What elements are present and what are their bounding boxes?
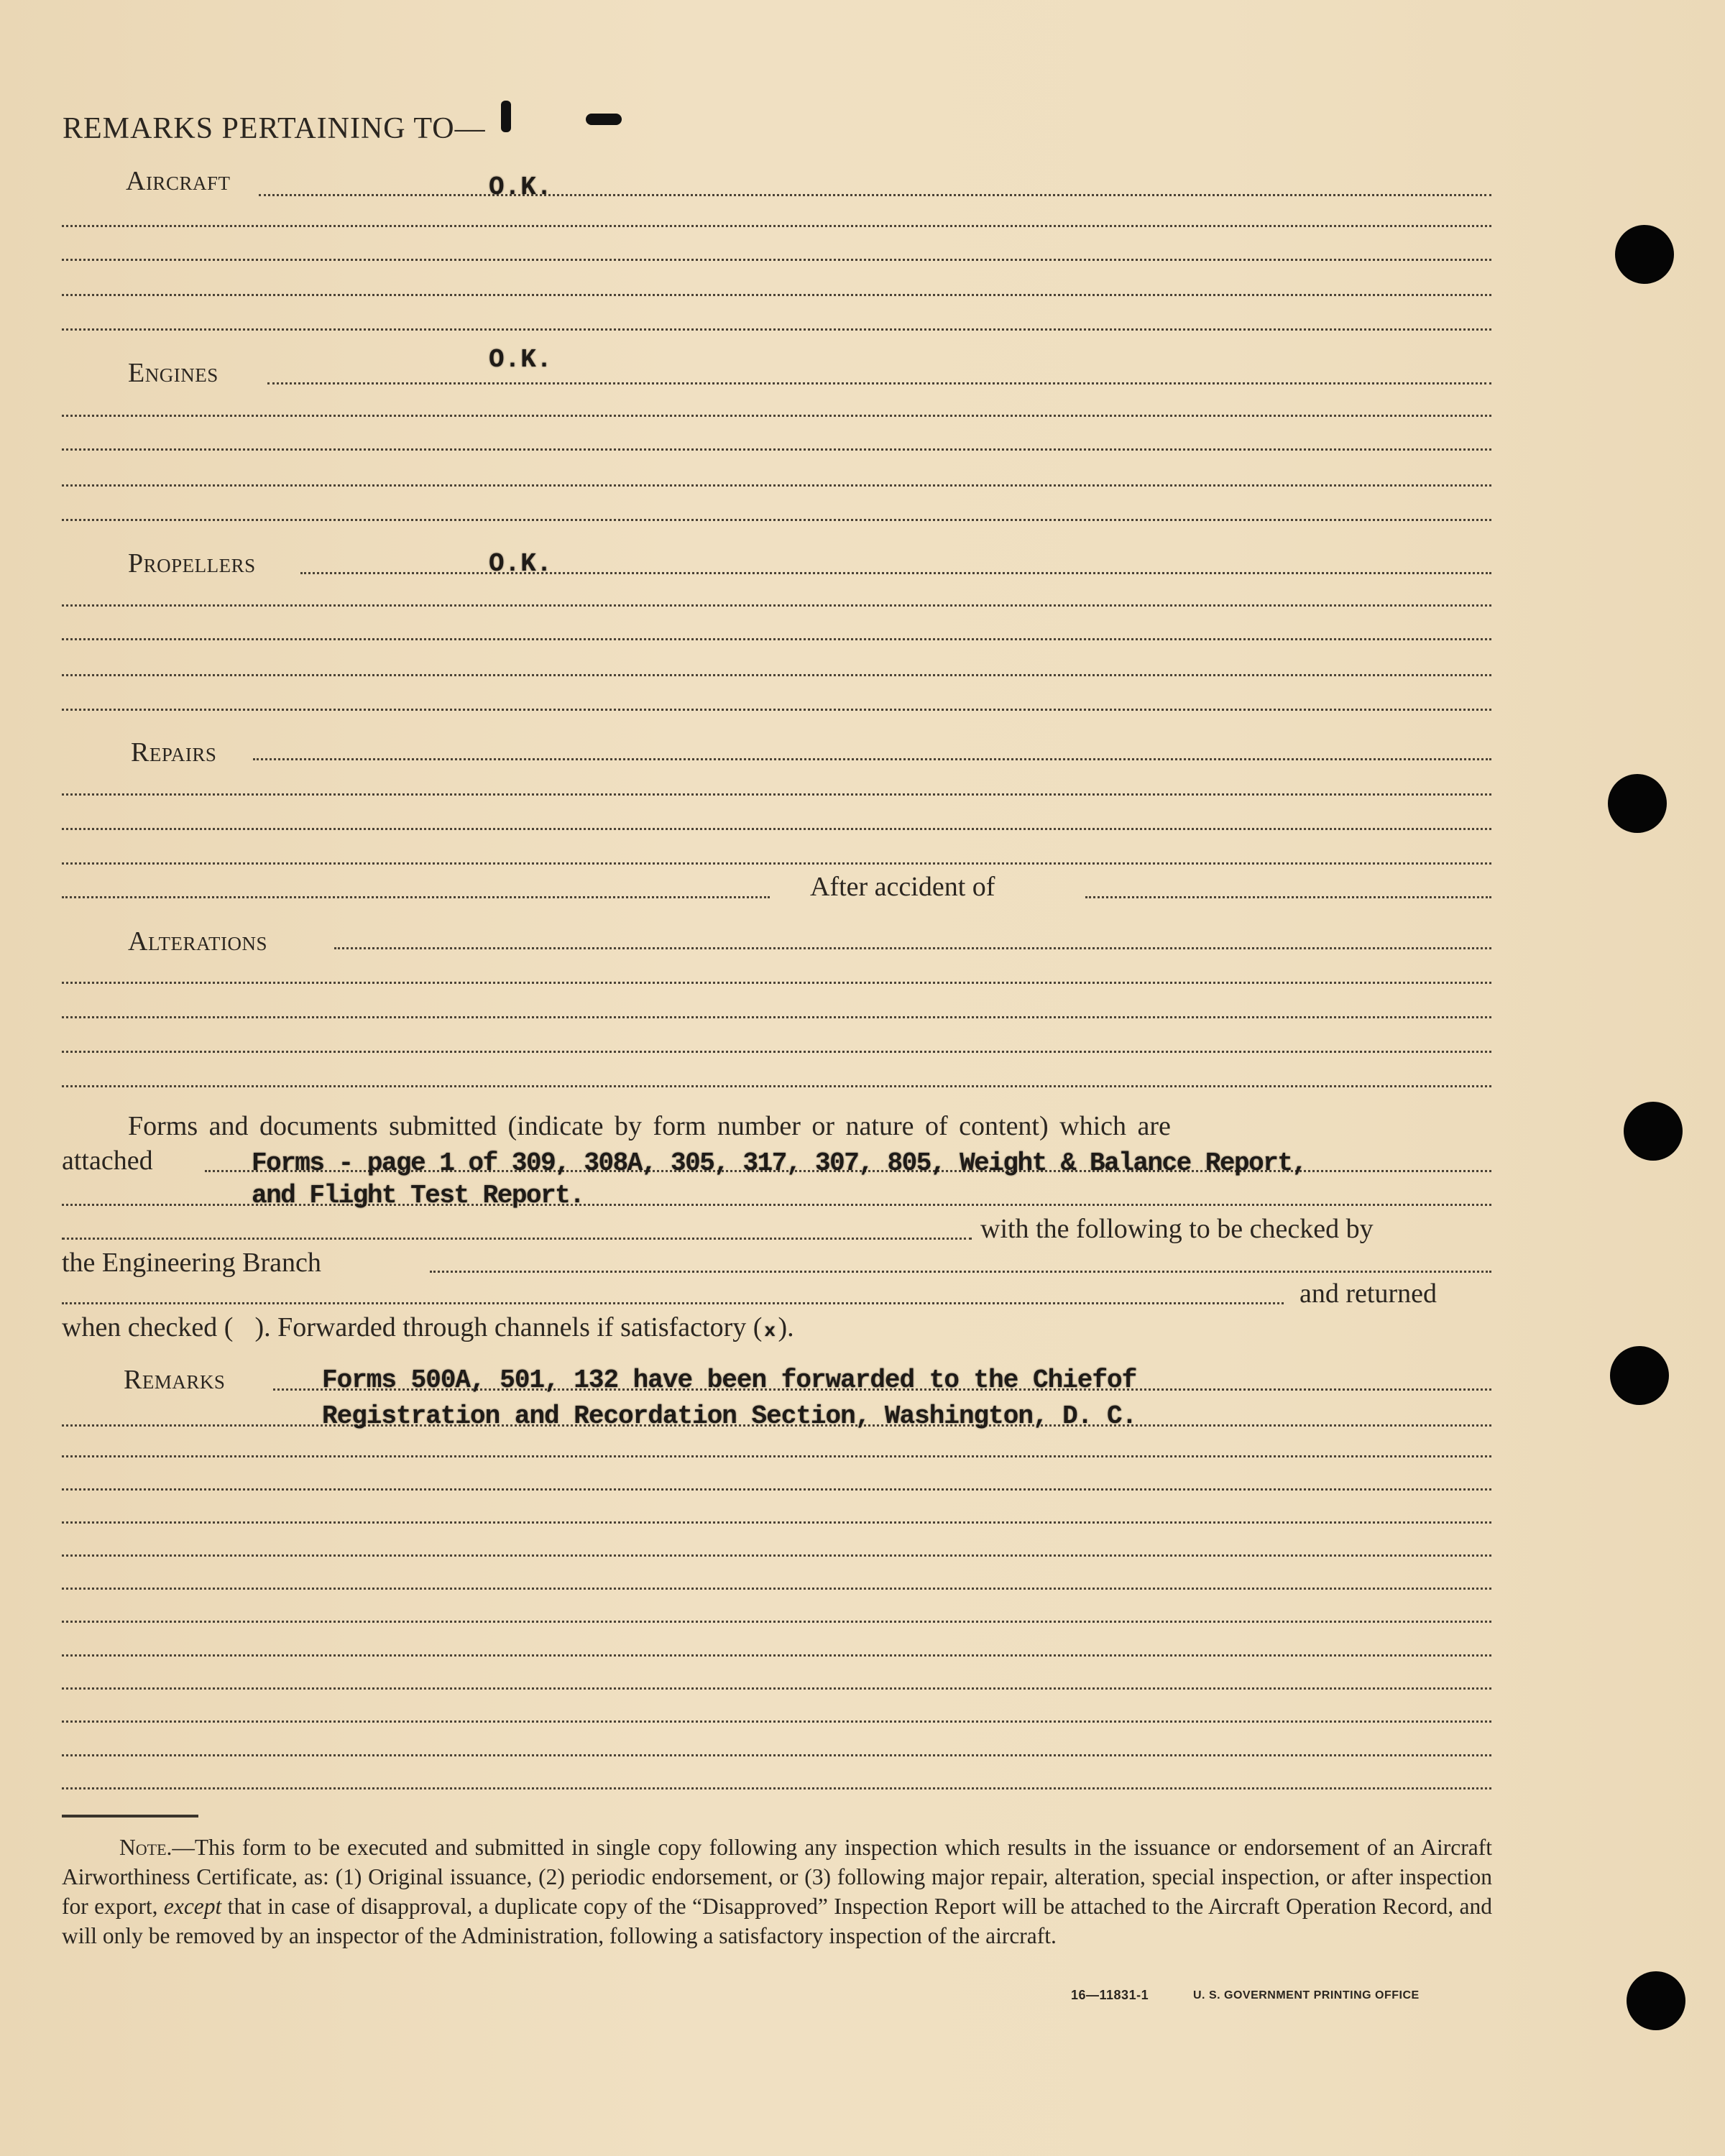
repairs-label: Repairs xyxy=(131,737,217,768)
remarks-line[interactable] xyxy=(62,1455,1491,1457)
form-number: 16—11831-1 xyxy=(1071,1988,1149,2002)
punch-hole-3 xyxy=(1624,1102,1683,1161)
repairs-line-3 xyxy=(62,828,1491,830)
aircraft-line-4 xyxy=(62,294,1491,296)
remarks-line[interactable] xyxy=(62,1554,1491,1557)
repairs-line-4 xyxy=(62,862,1491,865)
engines-line-4 xyxy=(62,484,1491,487)
aircraft-line-5 xyxy=(62,328,1491,331)
aircraft-value: O.K. xyxy=(489,172,553,202)
printer-credit: U. S. GOVERNMENT PRINTING OFFICE xyxy=(1193,1989,1420,2001)
attached-label: attached xyxy=(62,1146,153,1176)
remarks-line[interactable] xyxy=(62,1488,1491,1491)
note-text-1: This form to be executed and submitted in single copy following any inspection which results in the issuance or endorsement of an Aircraft Airworthiness Certificate, as: (1) Original issuance, (2) periodic endorsement, or (3) following major repair, alteration, special inspection, or after inspection for export, xyxy=(62,1835,1492,1919)
propellers-label: Propellers xyxy=(128,548,256,579)
ink-mark xyxy=(501,101,511,132)
remarks-value-line-1: Forms 500A, 501, 132 have been forwarded to the Chiefof xyxy=(322,1365,1137,1395)
note-prefix: Note.— xyxy=(119,1835,195,1860)
and-returned-text: and returned xyxy=(1300,1279,1437,1309)
aircraft-line-3 xyxy=(62,259,1491,261)
propellers-line-4 xyxy=(62,674,1491,676)
remarks-line[interactable] xyxy=(62,1754,1491,1756)
propellers-value: O.K. xyxy=(489,549,553,579)
note-separator xyxy=(62,1815,198,1818)
alterations-label: Alterations xyxy=(128,926,267,957)
aircraft-label: Aircraft xyxy=(126,166,231,196)
aircraft-field-line[interactable] xyxy=(259,194,1491,196)
checked-by-text: with the following to be checked by xyxy=(980,1214,1374,1244)
repairs-line-5 xyxy=(62,896,770,898)
remarks-line[interactable] xyxy=(62,1521,1491,1524)
punch-hole-1 xyxy=(1615,225,1674,284)
remarks-line[interactable] xyxy=(62,1621,1491,1623)
attached-value-line-2: and Flight Test Report. xyxy=(252,1181,584,1210)
engines-value: O.K. xyxy=(489,345,553,374)
alterations-line-2 xyxy=(62,982,1491,984)
forwarded-checkbox[interactable]: x xyxy=(764,1320,776,1342)
propellers-line-2 xyxy=(62,604,1491,607)
repairs-line-2 xyxy=(62,793,1491,796)
punch-hole-4 xyxy=(1610,1346,1669,1405)
propellers-line-5 xyxy=(62,709,1491,711)
punch-hole-5 xyxy=(1627,1971,1685,2030)
attached-value-line-1: Forms - page 1 of 309, 308A, 305, 317, 307, 805, Weight & Balance Report, xyxy=(252,1148,1307,1178)
engineering-branch-field[interactable] xyxy=(430,1271,1491,1273)
remarks-line[interactable] xyxy=(62,1588,1491,1590)
after-accident-field[interactable] xyxy=(1085,896,1491,898)
close-paren: ). xyxy=(778,1312,794,1342)
repairs-field-line[interactable] xyxy=(253,758,1491,760)
remarks-value-line-2: Registration and Recordation Section, Washington, D. C. xyxy=(322,1401,1137,1431)
punch-hole-2 xyxy=(1608,774,1667,833)
footnote xyxy=(62,1833,1492,1950)
propellers-field-line[interactable] xyxy=(300,572,1491,574)
ink-mark xyxy=(586,114,622,125)
note-text-2: that in case of disapproval, a duplicate copy of the “Disapproved” Inspection Report will be attached to the Aircraft Operation Record, and will only be removed by an inspector of the Administration, following a satisfactory inspection of the aircraft. xyxy=(62,1894,1492,1948)
page-title: REMARKS PERTAINING TO— xyxy=(63,112,486,145)
when-checked-text: when checked ( xyxy=(62,1312,234,1342)
aircraft-line-2 xyxy=(62,225,1491,227)
forms-intro: Forms and documents submitted (indicate by form number or nature of content) which are xyxy=(128,1111,1171,1141)
remarks-line[interactable] xyxy=(62,1654,1491,1657)
remarks-label: Remarks xyxy=(124,1365,226,1395)
after-accident-label: After accident of xyxy=(810,872,995,902)
engines-line-3 xyxy=(62,448,1491,451)
forwarded-text: ). Forwarded through channels if satisfactory ( xyxy=(254,1312,763,1342)
engines-line-2 xyxy=(62,415,1491,417)
remarks-line[interactable] xyxy=(62,1720,1491,1723)
propellers-line-3 xyxy=(62,638,1491,640)
note-italic: except xyxy=(163,1894,222,1919)
alterations-line-4 xyxy=(62,1051,1491,1053)
remarks-line[interactable] xyxy=(62,1687,1491,1690)
alterations-line-3 xyxy=(62,1016,1491,1018)
remarks-line[interactable] xyxy=(62,1787,1491,1789)
engineering-branch-label: the Engineering Branch xyxy=(62,1248,321,1278)
engines-label: Engines xyxy=(128,358,218,388)
alterations-line-5 xyxy=(62,1085,1491,1087)
engines-field-line[interactable] xyxy=(267,382,1491,384)
when-checked-line xyxy=(62,1312,794,1343)
alterations-field-line[interactable] xyxy=(334,947,1491,949)
engines-line-5 xyxy=(62,519,1491,521)
checked-by-field[interactable] xyxy=(62,1238,972,1240)
returned-field[interactable] xyxy=(62,1302,1284,1304)
